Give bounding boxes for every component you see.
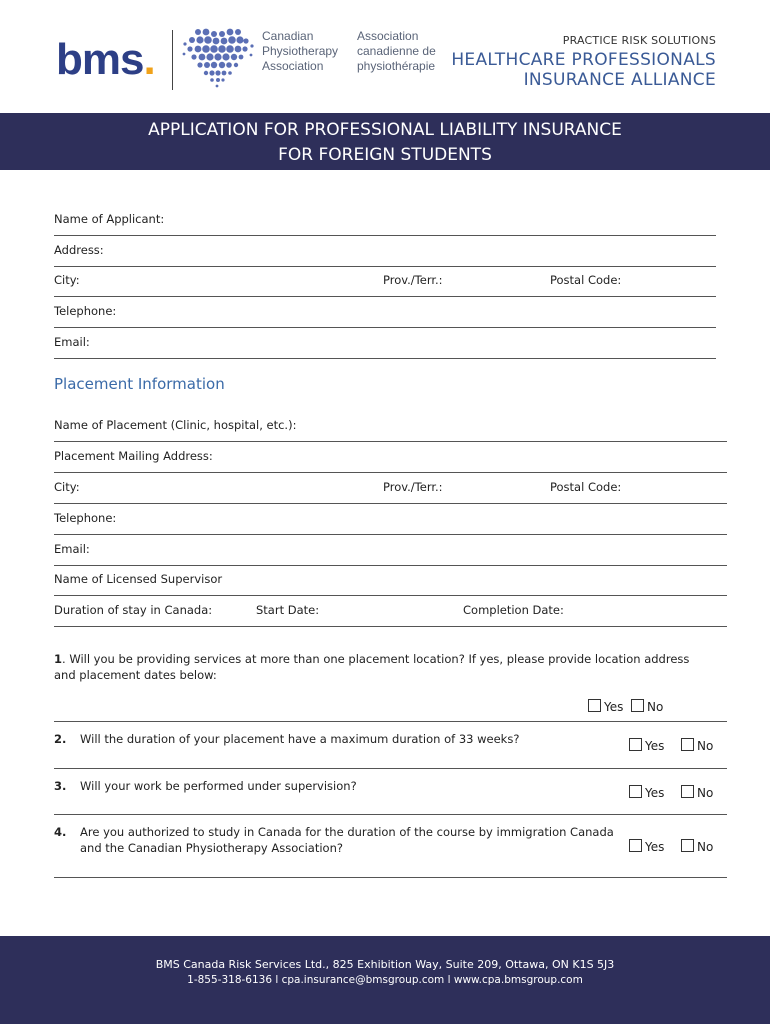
bms-logo: bms. — [56, 35, 155, 84]
completion-date-label: Completion Date: — [463, 603, 564, 617]
cpa-heart-logo — [176, 24, 258, 94]
divider — [54, 877, 727, 878]
placement-city-label: City: — [54, 480, 80, 494]
divider — [54, 721, 727, 722]
q2-yes-option[interactable]: Yes — [629, 738, 664, 753]
postal-label: Postal Code: — [550, 273, 622, 287]
q4-no-checkbox[interactable] — [681, 839, 694, 852]
q2-yes-checkbox[interactable] — [629, 738, 642, 751]
placement-prov-label: Prov./Terr.: — [383, 480, 443, 494]
question-2: 2. Will the duration of your placement have a maximum duration of 33 weeks? — [54, 732, 520, 746]
practice-risk-label: PRACTICE RISK SOLUTIONS — [562, 34, 716, 47]
q3-yes-checkbox[interactable] — [629, 785, 642, 798]
form-title-line2: FOR FOREIGN STUDENTS — [278, 145, 492, 165]
q3-no-checkbox[interactable] — [681, 785, 694, 798]
duration-row[interactable] — [54, 596, 727, 627]
placement-city-row[interactable] — [54, 473, 727, 504]
duration-label: Duration of stay in Canada: — [54, 603, 213, 617]
q1-yes-checkbox[interactable] — [588, 699, 601, 712]
q4-yes-option[interactable]: Yes — [629, 839, 664, 854]
q1-no-checkbox[interactable] — [631, 699, 644, 712]
form-title-line1: APPLICATION FOR PROFESSIONAL LIABILITY INSURANCE — [148, 120, 622, 140]
footer-contact: 1-855-318-6136 l cpa.insurance@bmsgroup.com l www.cpa.bmsgroup.com — [187, 974, 583, 986]
applicant-telephone-field[interactable]: Telephone: — [54, 297, 716, 328]
placement-telephone-field[interactable]: Telephone: — [54, 504, 727, 535]
placement-postal-label: Postal Code: — [550, 480, 622, 494]
applicant-email-field[interactable]: Email: — [54, 328, 716, 359]
q4-no-option[interactable]: No — [681, 839, 713, 854]
title-banner — [0, 113, 770, 170]
question-1: 1. Will you be providing services at more than one placement location? If yes, please provide location address and placement dates below: — [54, 652, 690, 682]
alliance-title: HEALTHCARE PROFESSIONALS INSURANCE ALLIANCE — [451, 50, 716, 90]
q4-yes-checkbox[interactable] — [629, 839, 642, 852]
question-4: 4. Are you authorized to study in Canada for the duration of the course by immigration Canada and the Canadian Physiotherapy Association? — [54, 825, 614, 855]
divider — [54, 768, 727, 769]
prov-label: Prov./Terr.: — [383, 273, 443, 287]
cpa-name-french: Association canadienne de physiothérapie — [357, 29, 436, 73]
q2-no-option[interactable]: No — [681, 738, 713, 753]
footer-address: BMS Canada Risk Services Ltd., 825 Exhibition Way, Suite 209, Ottawa, ON K1S 5J3 — [155, 958, 615, 971]
q3-no-option[interactable]: No — [681, 785, 713, 800]
question-3: 3. Will your work be performed under supervision? — [54, 779, 357, 793]
city-label: City: — [54, 273, 80, 287]
logo-divider — [172, 30, 173, 90]
q1-yes-option[interactable]: Yes — [588, 699, 623, 714]
footer — [0, 936, 770, 1024]
start-date-label: Start Date: — [256, 603, 320, 617]
placement-mailing-field[interactable]: Placement Mailing Address: — [54, 442, 727, 473]
applicant-name-field[interactable]: Name of Applicant: — [54, 205, 716, 236]
q1-no-option[interactable]: No — [631, 699, 663, 714]
applicant-city-row[interactable] — [54, 266, 716, 297]
applicant-address-field[interactable]: Address: — [54, 236, 716, 267]
divider — [54, 814, 727, 815]
q3-yes-option[interactable]: Yes — [629, 785, 664, 800]
supervisor-field[interactable]: Name of Licensed Supervisor — [54, 565, 727, 596]
cpa-name-english: Canadian Physiotherapy Association — [262, 29, 339, 73]
placement-email-field[interactable]: Email: — [54, 535, 727, 566]
placement-name-field[interactable]: Name of Placement (Clinic, hospital, etc.): — [54, 411, 727, 442]
placement-section-title: Placement Information — [54, 375, 225, 393]
q2-no-checkbox[interactable] — [681, 738, 694, 751]
